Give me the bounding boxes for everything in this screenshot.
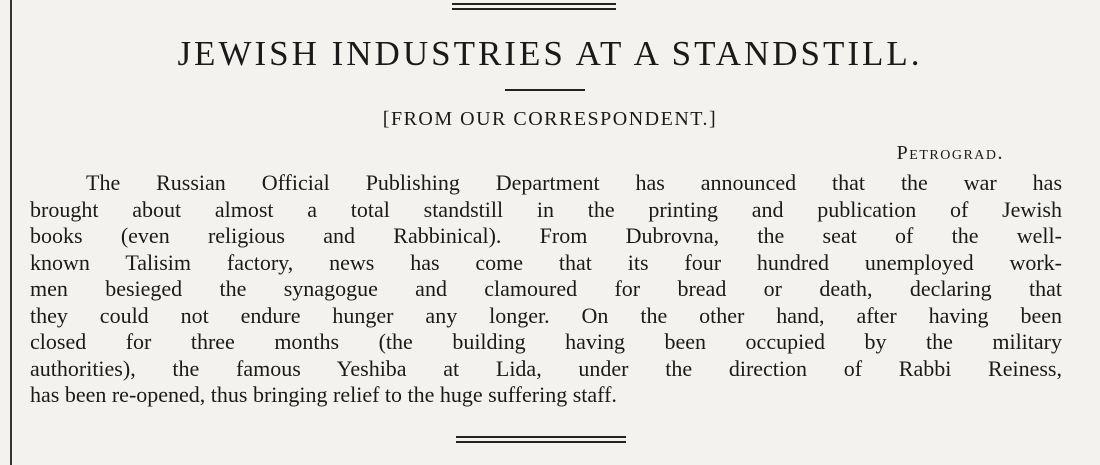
body-line: has been re-opened, thus bringing relief to the huge suffering staff. [30, 382, 617, 407]
body-line: they could not endure hunger any longer. On the other hand, after having been [30, 302, 1062, 328]
bottom-double-rule [456, 436, 626, 443]
body-line: closed for three months (the building having been occupied by the military [30, 329, 1062, 354]
body-line: The Russian Official Publishing Department has announced that the war has [86, 170, 1062, 195]
body-line: men besieged the synagogue and clamoured for bread or death, declaring that [30, 276, 1062, 301]
body-line: brought about almost a total standstill in the printing and publication of Jewish [30, 196, 1062, 222]
headline-rule [505, 89, 585, 91]
byline: [FROM OUR CORRESPONDENT.] [382, 108, 718, 130]
top-double-rule [452, 3, 616, 10]
dateline: Petrograd. [896, 142, 1004, 164]
headline: JEWISH INDUSTRIES AT A STANDSTILL. [177, 34, 923, 73]
body-line: known Talisim factory, news has come that its four hundred unemployed work- [30, 249, 1062, 275]
article-body [30, 170, 1062, 409]
body-line: authorities), the famous Yeshiba at Lida, under the direction of Rabbi Reiness, [30, 355, 1062, 381]
body-line: books (even religious and Rabbinical). From Dubrovna, the seat of the well- [30, 223, 1062, 248]
